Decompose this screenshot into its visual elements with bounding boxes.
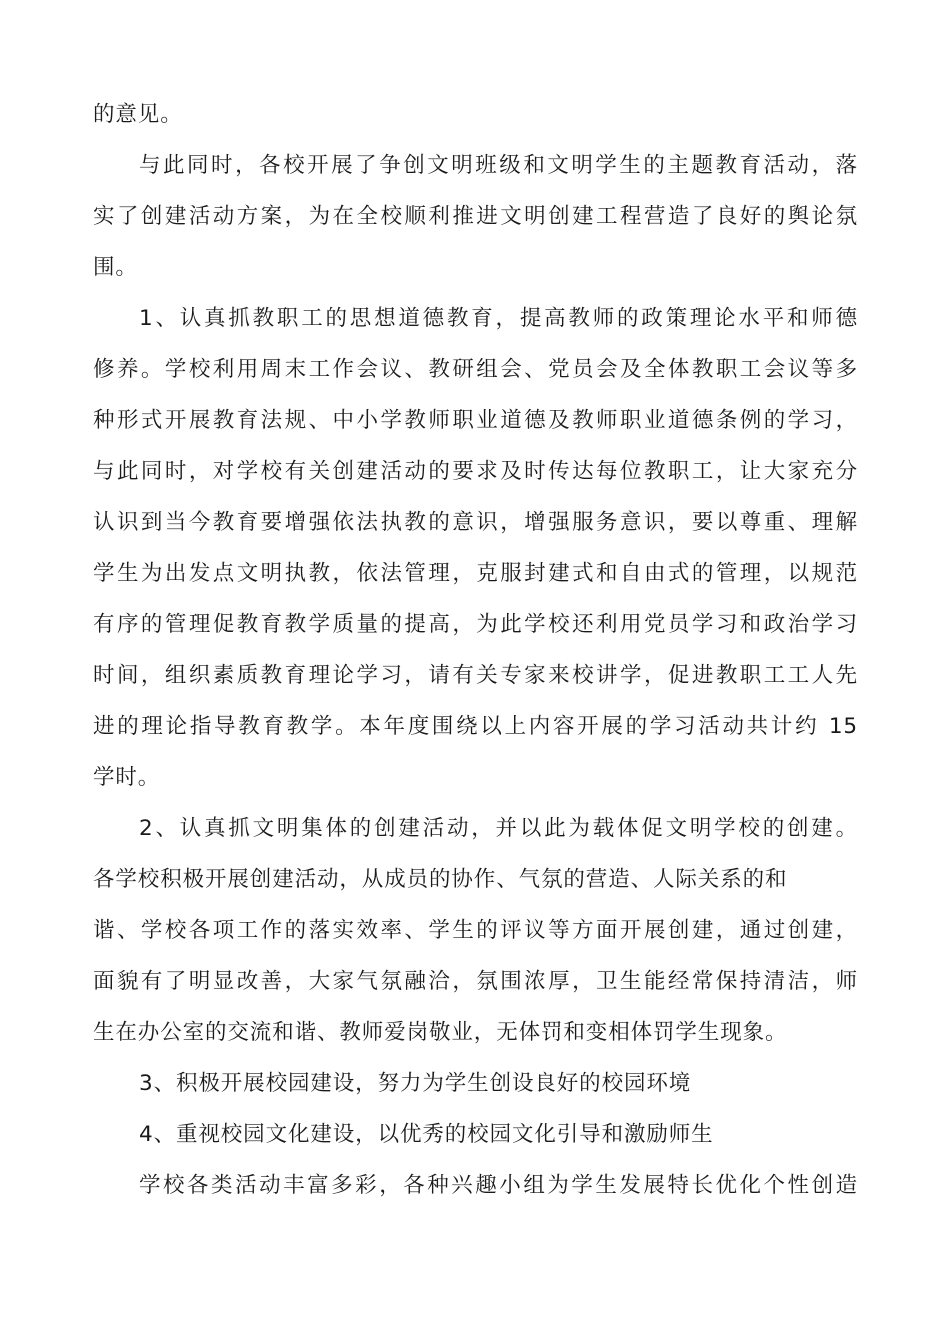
text-line: 种形式开展教育法规、中小学教师职业道德及教师职业道德条例的学习， — [93, 408, 858, 433]
text-line: 面貌有了明显改善，大家气氛融洽，氛围浓厚，卫生能经常保持清洁，师 — [93, 969, 858, 994]
text-line: 实了创建活动方案，为在全校顺利推进文明创建工程营造了良好的舆论氛 — [93, 204, 858, 229]
text-line: 谐、学校各项工作的落实效率、学生的评议等方面开展创建，通过创建， — [93, 918, 858, 943]
text-line: 学生为出发点文明执教，依法管理，克服封建式和自由式的管理，以规范 — [93, 561, 858, 586]
text-line: 进的理论指导教育教学。本年度围绕以上内容开展的学习活动共计约 15 — [93, 714, 858, 739]
text-line: 与此同时，对学校有关创建活动的要求及时传达每位教职工，让大家充分 — [93, 459, 858, 484]
text-line: 3、积极开展校园建设，努力为学生创设良好的校园环境 — [139, 1071, 692, 1096]
text-line: 围。 — [93, 255, 138, 280]
text-line: 4、重视校园文化建设，以优秀的校园文化引导和激励师生 — [139, 1122, 714, 1147]
document-body — [93, 92, 858, 1214]
text-line: 认识到当今教育要增强依法执教的意识，增强服务意识，要以尊重、理解 — [93, 510, 858, 535]
text-line: 有序的管理促教育教学质量的提高，为此学校还利用党员学习和政治学习 — [93, 612, 858, 637]
text-line: 时间，组织素质教育理论学习，请有关专家来校讲学，促进教职工工人先 — [93, 663, 858, 688]
text-line: 各学校积极开展创建活动，从成员的协作、气氛的营造、人际关系的和 — [93, 867, 788, 892]
text-line: 生在办公室的交流和谐、教师爱岗敬业，无体罚和变相体罚学生现象。 — [93, 1020, 788, 1045]
text-line: 修养。学校利用周末工作会议、教研组会、党员会及全体教职工会议等多 — [93, 357, 858, 382]
text-line: 的意见。 — [93, 102, 183, 127]
text-line: 学校各类活动丰富多彩，各种兴趣小组为学生发展特长优化个性创造 — [139, 1173, 858, 1198]
text-line: 与此同时，各校开展了争创文明班级和文明学生的主题教育活动，落 — [139, 153, 858, 178]
text-line: 1、认真抓教职工的思想道德教育，提高教师的政策理论水平和师德 — [139, 306, 858, 331]
text-line: 2、认真抓文明集体的创建活动，并以此为载体促文明学校的创建。 — [139, 816, 858, 841]
text-line: 学时。 — [93, 765, 161, 790]
